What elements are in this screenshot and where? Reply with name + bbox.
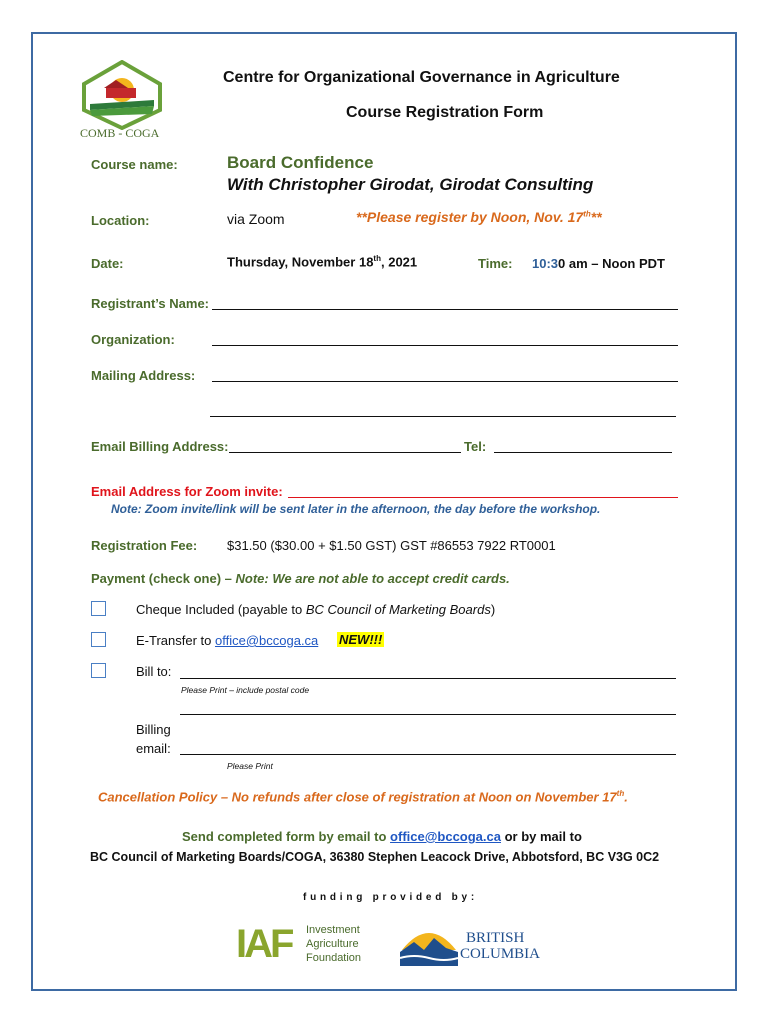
zoom-email-label: Email Address for Zoom invite: (91, 484, 283, 499)
location-label: Location: (91, 213, 150, 228)
registrant-name-field[interactable] (212, 309, 678, 310)
mailing-address-field-2[interactable] (210, 416, 676, 417)
billing-email-label-2: email: (136, 741, 171, 756)
date-value: Thursday, November 18th, 2021 (227, 254, 418, 270)
billing-email-hint: Please Print (227, 761, 273, 771)
bill-to-field[interactable] (180, 678, 676, 679)
registrant-name-label: Registrant’s Name: (91, 296, 209, 311)
organization-label: Organization: (91, 332, 175, 347)
british-columbia-logo: BRITISH COLUMBIA (398, 920, 548, 970)
course-instructor: With Christopher Girodat, Girodat Consulting (227, 175, 594, 194)
course-name: Board Confidence (227, 153, 374, 172)
registration-fee-value: $31.50 ($30.00 + $1.50 GST) GST #86553 7922 RT0001 (227, 538, 556, 553)
tel-field[interactable] (494, 452, 672, 453)
mailing-address: BC Council of Marketing Boards/COGA, 36380 Stephen Leacock Drive, Abbotsford, BC V3G 0C2 (90, 850, 660, 864)
etransfer-checkbox[interactable] (91, 632, 106, 647)
bill-to-field-2[interactable] (180, 714, 676, 715)
course-label: Course name: (91, 157, 178, 172)
new-badge: NEW!!! (339, 632, 383, 647)
email-billing-field[interactable] (229, 452, 461, 453)
billing-email-label-1: Billing (136, 722, 171, 737)
iaf-logo: IAF Investment Agriculture Foundation (236, 922, 362, 966)
cheque-checkbox[interactable] (91, 601, 106, 616)
registration-deadline: **Please register by Noon, Nov. 17th** (356, 209, 602, 225)
tel-label: Tel: (464, 439, 487, 454)
funding-label: f u n d i n g p r o v i d e d b y : (303, 892, 475, 903)
logo-caption: COMB - COGA (80, 126, 160, 140)
zoom-note: Note: Zoom invite/link will be sent later in the afternoon, the day before the workshop. (111, 502, 601, 516)
email-billing-label: Email Billing Address: (91, 439, 229, 454)
form-title: Course Registration Form (346, 104, 544, 121)
mailing-address-field-1[interactable] (212, 381, 678, 382)
billing-email-field[interactable] (180, 754, 676, 755)
organization-field[interactable] (212, 345, 678, 346)
location-value: via Zoom (227, 211, 285, 227)
time-value: 10:30 am – Noon PDT (532, 256, 665, 271)
zoom-email-field[interactable] (288, 497, 678, 498)
registration-fee-label: Registration Fee: (91, 538, 198, 553)
date-label: Date: (91, 256, 124, 271)
submit-instructions: Send completed form by email to office@bccoga.ca or by mail to (182, 829, 582, 844)
bill-to-label: Bill to: (136, 664, 172, 679)
bill-to-hint: Please Print – include postal code (181, 685, 310, 695)
mailing-address-label: Mailing Address: (91, 368, 196, 383)
time-label: Time: (478, 256, 513, 271)
submit-email-link[interactable]: office@bccoga.ca (390, 829, 501, 844)
cheque-option: Cheque Included (payable to BC Council of Marketing Boards) (136, 602, 496, 617)
payment-heading: Payment (check one) – Note: We are not able to accept credit cards. (91, 571, 510, 586)
bill-to-checkbox[interactable] (91, 663, 106, 678)
org-title: Centre for Organizational Governance in Agriculture (223, 69, 620, 86)
etransfer-option: E-Transfer to office@bccoga.ca (136, 633, 319, 648)
etransfer-email-link[interactable]: office@bccoga.ca (214, 633, 319, 648)
cancellation-policy: Cancellation Policy – No refunds after close of registration at Noon on November 17th. (98, 789, 628, 805)
